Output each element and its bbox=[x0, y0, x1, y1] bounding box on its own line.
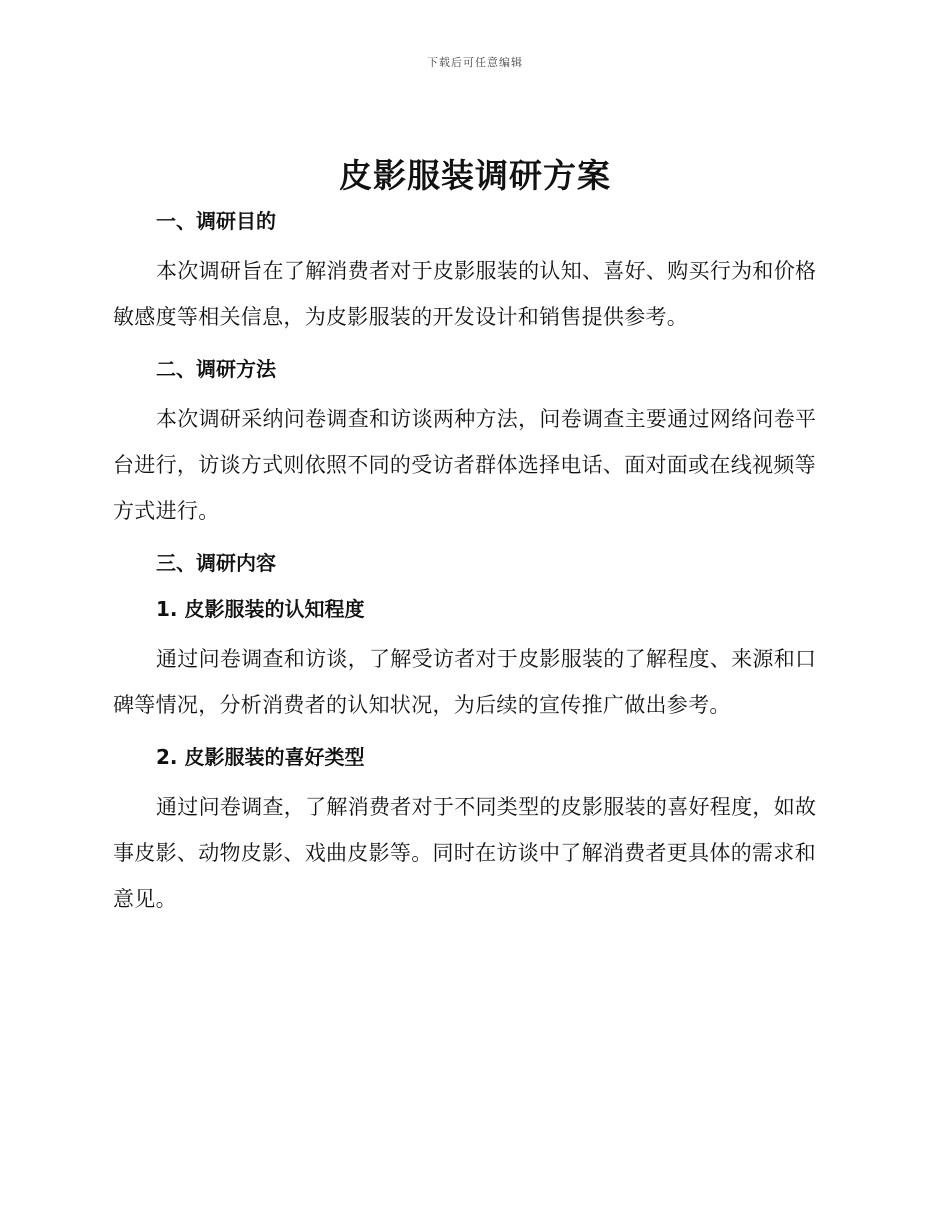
subsection-heading-preference: 2. 皮影服装的喜好类型 bbox=[156, 745, 365, 769]
header-note: 下载后可任意编辑 bbox=[427, 56, 523, 69]
section-heading-content: 三、调研内容 bbox=[156, 551, 276, 575]
section-text-purpose: 本次调研旨在了解消费者对于皮影服装的认知、喜好、购买行为和价格敏感度等相关信息，为皮影服装的开发设计和销售提供参考。 bbox=[113, 259, 817, 329]
document-title: 皮影服装调研方案 bbox=[339, 156, 611, 195]
section-heading-purpose: 一、调研目的 bbox=[156, 209, 276, 233]
subsection-text-preference: 通过问卷调查，了解消费者对于不同类型的皮影服装的喜好程度，如故事皮影、动物皮影、戏曲皮影等。同时在访谈中了解消费者更具体的需求和意见。 bbox=[113, 795, 817, 911]
section-heading-method: 二、调研方法 bbox=[156, 357, 276, 381]
document-body bbox=[113, 204, 833, 922]
subsection-text-awareness: 通过问卷调查和访谈，了解受访者对于皮影服装的了解程度、来源和口碑等情况，分析消费者的认知状况，为后续的宣传推广做出参考。 bbox=[113, 647, 817, 717]
subsection-heading-awareness: 1. 皮影服装的认知程度 bbox=[156, 597, 365, 621]
section-text-method: 本次调研采纳问卷调查和访谈两种方法，问卷调查主要通过网络问卷平台进行，访谈方式则依照不同的受访者群体选择电话、面对面或在线视频等方式进行。 bbox=[113, 407, 817, 523]
